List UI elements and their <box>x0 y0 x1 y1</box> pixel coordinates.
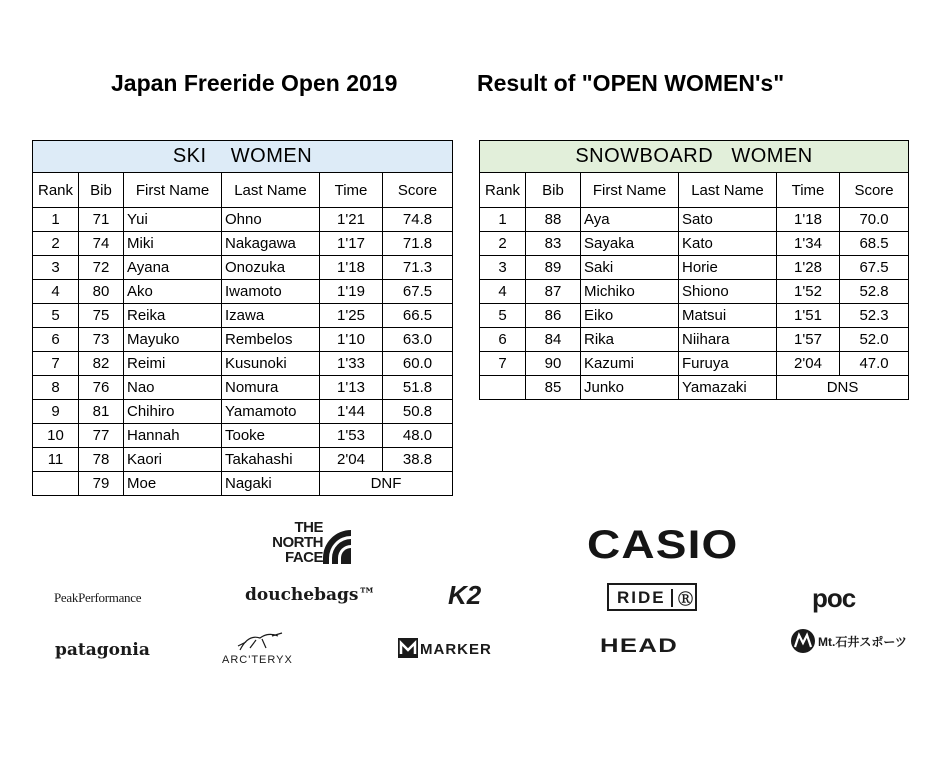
ski-header-row <box>33 173 453 208</box>
table-row <box>33 280 453 304</box>
column-header: First Name <box>581 173 679 208</box>
time-cell: 1'19 <box>320 280 383 304</box>
ski-table-caption: SKI WOMEN <box>33 141 453 173</box>
time-cell: 1'33 <box>320 352 383 376</box>
score-cell: 50.8 <box>383 400 453 424</box>
casio-logo: CASIO <box>587 523 739 567</box>
time-cell: 1'10 <box>320 328 383 352</box>
rank-cell: 7 <box>480 352 526 376</box>
bib-cell: 71 <box>79 208 124 232</box>
rank-cell: 3 <box>33 256 79 280</box>
first-name-cell: Eiko <box>581 304 679 328</box>
last-name-cell: Nomura <box>222 376 320 400</box>
table-row <box>33 256 453 280</box>
time-cell: 1'25 <box>320 304 383 328</box>
peak-performance-logo: PeakPerformance <box>54 590 142 605</box>
bib-cell: 72 <box>79 256 124 280</box>
marker-wordmark: MARKER <box>420 641 492 658</box>
rank-cell: 4 <box>480 280 526 304</box>
rank-cell <box>33 472 79 496</box>
status-cell: DNF <box>320 472 453 496</box>
the-north-face-wordmark: THE NORTH FACE <box>272 519 323 566</box>
time-cell: 2'04 <box>777 352 840 376</box>
time-cell: 1'18 <box>777 208 840 232</box>
first-name-cell: Chihiro <box>124 400 222 424</box>
first-name-cell: Kazumi <box>581 352 679 376</box>
last-name-cell: Matsui <box>679 304 777 328</box>
time-cell: 2'04 <box>320 448 383 472</box>
last-name-cell: Ohno <box>222 208 320 232</box>
last-name-cell: Izawa <box>222 304 320 328</box>
table-row <box>480 304 909 328</box>
marker-logo <box>398 638 492 658</box>
bib-cell: 76 <box>79 376 124 400</box>
table-row <box>33 424 453 448</box>
first-name-cell: Ako <box>124 280 222 304</box>
score-cell: 52.0 <box>840 328 909 352</box>
archaeopteryx-icon <box>226 630 296 654</box>
bib-cell: 85 <box>526 376 581 400</box>
column-header: Rank <box>33 173 79 208</box>
rank-cell: 8 <box>33 376 79 400</box>
score-cell: 71.8 <box>383 232 453 256</box>
first-name-cell: Mayuko <box>124 328 222 352</box>
rank-cell <box>480 376 526 400</box>
bib-cell: 88 <box>526 208 581 232</box>
last-name-cell: Niihara <box>679 328 777 352</box>
bib-cell: 74 <box>79 232 124 256</box>
last-name-cell: Tooke <box>222 424 320 448</box>
bib-cell: 84 <box>526 328 581 352</box>
column-header: First Name <box>124 173 222 208</box>
k2-logo <box>446 580 492 617</box>
first-name-cell: Rika <box>581 328 679 352</box>
patagonia-logo: patagonia <box>55 640 150 660</box>
mt-ishii-wordmark: Mt.石井スポーツ <box>818 635 907 649</box>
time-cell: 1'53 <box>320 424 383 448</box>
table-row <box>33 232 453 256</box>
column-header: Rank <box>480 173 526 208</box>
bib-cell: 90 <box>526 352 581 376</box>
column-header: Last Name <box>222 173 320 208</box>
first-name-cell: Reimi <box>124 352 222 376</box>
table-row <box>480 328 909 352</box>
time-cell: 1'21 <box>320 208 383 232</box>
snowboard-table-body <box>480 208 909 400</box>
table-row <box>33 400 453 424</box>
rank-cell: 5 <box>33 304 79 328</box>
time-cell: 1'28 <box>777 256 840 280</box>
bib-cell: 73 <box>79 328 124 352</box>
table-row <box>480 232 909 256</box>
first-name-cell: Moe <box>124 472 222 496</box>
ride-divider <box>671 589 673 607</box>
rank-cell: 6 <box>33 328 79 352</box>
bib-cell: 77 <box>79 424 124 448</box>
status-cell: DNS <box>777 376 909 400</box>
bib-cell: 75 <box>79 304 124 328</box>
score-cell: 48.0 <box>383 424 453 448</box>
rank-cell: 4 <box>33 280 79 304</box>
first-name-cell: Ayana <box>124 256 222 280</box>
column-header: Last Name <box>679 173 777 208</box>
time-cell: 1'44 <box>320 400 383 424</box>
last-name-cell: Kato <box>679 232 777 256</box>
time-cell: 1'17 <box>320 232 383 256</box>
snowboard-header-row <box>480 173 909 208</box>
score-cell: 63.0 <box>383 328 453 352</box>
table-row <box>33 472 453 496</box>
result-title: Result of "OPEN WOMEN's" <box>477 70 785 96</box>
rank-cell: 3 <box>480 256 526 280</box>
ski-women-table <box>32 140 453 496</box>
table-row <box>480 376 909 400</box>
first-name-cell: Sayaka <box>581 232 679 256</box>
head-logo: HEAD <box>600 636 679 657</box>
last-name-cell: Takahashi <box>222 448 320 472</box>
table-row <box>480 352 909 376</box>
last-name-cell: Sato <box>679 208 777 232</box>
bib-cell: 86 <box>526 304 581 328</box>
first-name-cell: Reika <box>124 304 222 328</box>
rank-cell: 7 <box>33 352 79 376</box>
last-name-cell: Rembelos <box>222 328 320 352</box>
time-cell: 1'52 <box>777 280 840 304</box>
snowboard-table-caption: SNOWBOARD WOMEN <box>480 141 909 173</box>
column-header: Bib <box>526 173 581 208</box>
score-cell: 38.8 <box>383 448 453 472</box>
last-name-cell: Shiono <box>679 280 777 304</box>
last-name-cell: Nagaki <box>222 472 320 496</box>
table-row <box>33 208 453 232</box>
rank-cell: 1 <box>480 208 526 232</box>
ride-emblem: Ⓡ <box>678 591 696 608</box>
douchebags-logo: douchebags™ <box>245 585 376 605</box>
table-row <box>33 376 453 400</box>
page-title <box>0 70 940 102</box>
score-cell: 67.5 <box>840 256 909 280</box>
first-name-cell: Miki <box>124 232 222 256</box>
column-header: Time <box>777 173 840 208</box>
bib-cell: 87 <box>526 280 581 304</box>
mt-ishii-emblem-icon <box>790 628 816 654</box>
mt-ishii-sports-logo <box>790 628 907 654</box>
arcteryx-wordmark: ARC'TERYX <box>222 654 293 666</box>
the-north-face-logo <box>255 520 355 568</box>
rank-cell: 10 <box>33 424 79 448</box>
ride-logo <box>607 583 697 611</box>
ski-table-body <box>33 208 453 496</box>
arcteryx-logo <box>222 630 298 666</box>
table-row <box>480 208 909 232</box>
score-cell: 52.8 <box>840 280 909 304</box>
score-cell: 71.3 <box>383 256 453 280</box>
table-row <box>33 448 453 472</box>
last-name-cell: Yamamoto <box>222 400 320 424</box>
rank-cell: 6 <box>480 328 526 352</box>
score-cell: 51.8 <box>383 376 453 400</box>
score-cell: 68.5 <box>840 232 909 256</box>
last-name-cell: Kusunoki <box>222 352 320 376</box>
bib-cell: 89 <box>526 256 581 280</box>
time-cell: 1'34 <box>777 232 840 256</box>
bib-cell: 78 <box>79 448 124 472</box>
score-cell: 67.5 <box>383 280 453 304</box>
score-cell: 74.8 <box>383 208 453 232</box>
bib-cell: 80 <box>79 280 124 304</box>
last-name-cell: Nakagawa <box>222 232 320 256</box>
ride-wordmark: RIDE <box>617 588 666 607</box>
last-name-cell: Horie <box>679 256 777 280</box>
snowboard-women-table <box>479 140 909 400</box>
table-row <box>33 328 453 352</box>
bib-cell: 79 <box>79 472 124 496</box>
k2-icon <box>446 580 492 612</box>
table-row <box>33 352 453 376</box>
time-cell: 1'51 <box>777 304 840 328</box>
time-cell: 1'13 <box>320 376 383 400</box>
score-cell: 60.0 <box>383 352 453 376</box>
first-name-cell: Junko <box>581 376 679 400</box>
first-name-cell: Hannah <box>124 424 222 448</box>
half-dome-icon <box>321 522 353 566</box>
first-name-cell: Aya <box>581 208 679 232</box>
bib-cell: 83 <box>526 232 581 256</box>
first-name-cell: Nao <box>124 376 222 400</box>
k2-wordmark: K2 <box>448 580 482 610</box>
bib-cell: 81 <box>79 400 124 424</box>
last-name-cell: Iwamoto <box>222 280 320 304</box>
column-header: Time <box>320 173 383 208</box>
table-row <box>480 280 909 304</box>
last-name-cell: Onozuka <box>222 256 320 280</box>
time-cell: 1'57 <box>777 328 840 352</box>
first-name-cell: Saki <box>581 256 679 280</box>
first-name-cell: Michiko <box>581 280 679 304</box>
last-name-cell: Furuya <box>679 352 777 376</box>
first-name-cell: Yui <box>124 208 222 232</box>
marker-m-icon <box>398 638 418 658</box>
score-cell: 47.0 <box>840 352 909 376</box>
time-cell: 1'18 <box>320 256 383 280</box>
last-name-cell: Yamazaki <box>679 376 777 400</box>
poc-logo: poc <box>812 583 856 613</box>
column-header: Bib <box>79 173 124 208</box>
rank-cell: 9 <box>33 400 79 424</box>
score-cell: 66.5 <box>383 304 453 328</box>
table-row <box>480 256 909 280</box>
score-cell: 70.0 <box>840 208 909 232</box>
rank-cell: 2 <box>33 232 79 256</box>
column-header: Score <box>840 173 909 208</box>
bib-cell: 82 <box>79 352 124 376</box>
column-header: Score <box>383 173 453 208</box>
table-row <box>33 304 453 328</box>
rank-cell: 2 <box>480 232 526 256</box>
score-cell: 52.3 <box>840 304 909 328</box>
rank-cell: 1 <box>33 208 79 232</box>
rank-cell: 5 <box>480 304 526 328</box>
first-name-cell: Kaori <box>124 448 222 472</box>
event-title: Japan Freeride Open 2019 <box>111 70 398 96</box>
rank-cell: 11 <box>33 448 79 472</box>
